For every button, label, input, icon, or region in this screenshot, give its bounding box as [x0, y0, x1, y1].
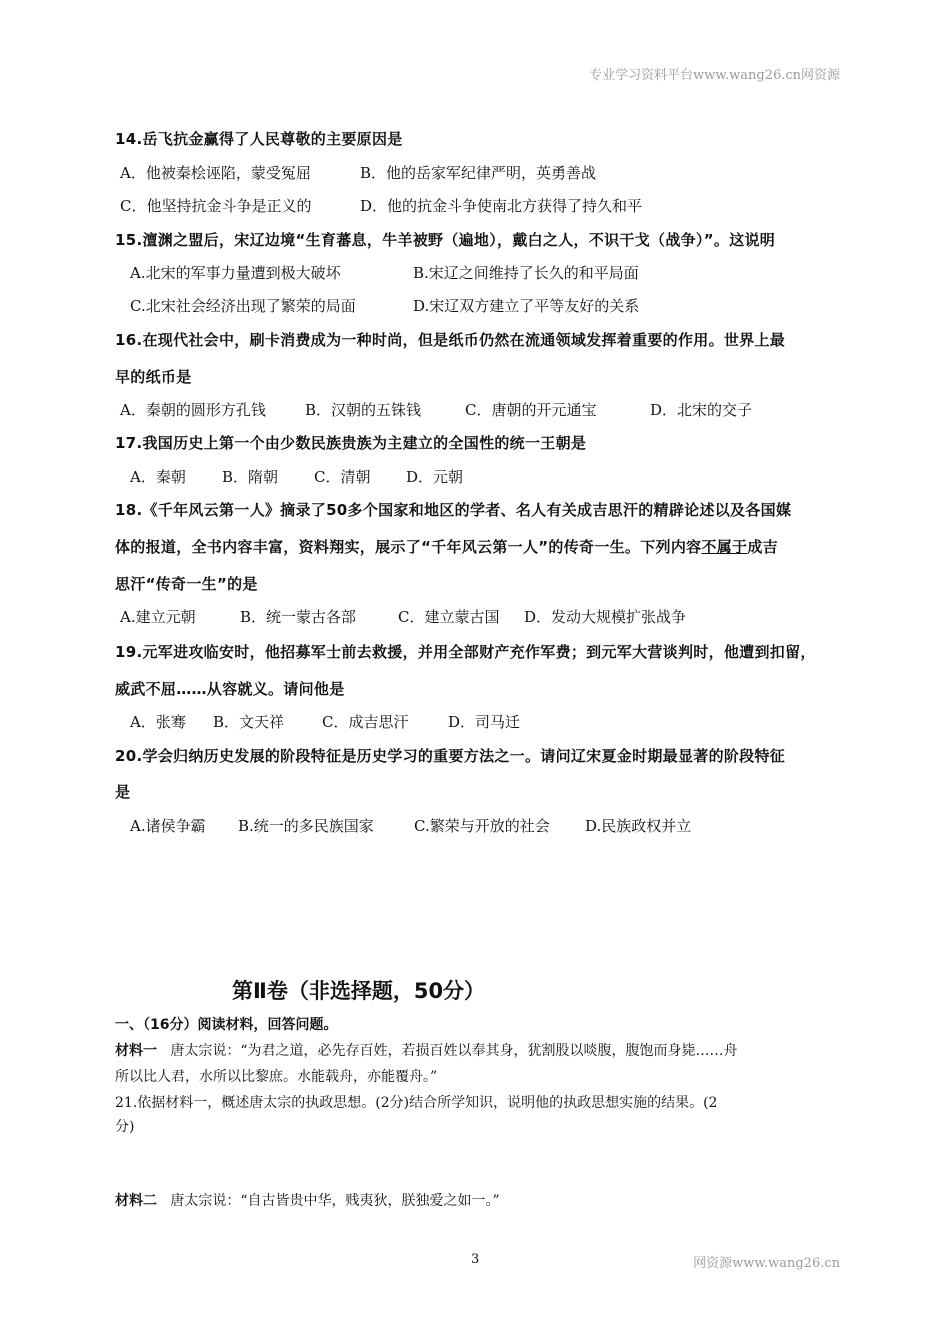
- q14-option-b: B．他的岳家军纪律严明，英勇善战: [360, 164, 597, 182]
- q20-option-b: B.统一的多民族国家: [238, 817, 374, 835]
- part-2-title: 第Ⅱ卷（非选择题，50分）: [232, 979, 486, 1003]
- q15-option-b: B.宋辽之间维持了长久的和平局面: [413, 264, 639, 282]
- q18-underlined-keyword: 不属于: [701, 538, 748, 556]
- page-header-watermark: 专业学习资料平台www.wang26.cn网资源: [589, 68, 840, 83]
- q19-option-d: D．司马迁: [448, 713, 521, 731]
- q17-option-c: C．清朝: [314, 468, 371, 486]
- q16-option-c: C．唐朝的开元通宝: [465, 401, 597, 419]
- q16-option-b: B．汉朝的五铢钱: [305, 401, 422, 419]
- q19-option-c: C．成吉思汗: [322, 713, 409, 731]
- q14-option-d: D．他的抗金斗争使南北方获得了持久和平: [360, 197, 643, 215]
- q15-option-d: D.宋辽双方建立了平等友好的关系: [413, 297, 640, 315]
- q20-option-d: D.民族政权并立: [585, 817, 692, 835]
- q15-option-c: C.北宋社会经济出现了繁荣的局面: [130, 297, 356, 315]
- material-1-line2: 所以比人君，水所以比黎庶。水能载舟，亦能覆舟。”: [115, 1069, 438, 1085]
- q18-option-c: C．建立蒙古国: [398, 608, 500, 626]
- question-18-stem-line2: [115, 536, 778, 557]
- question-18-stem-line1: 18.《千年风云第一人》摘录了50多个国家和地区的学者、名人有关成吉思汗的精辟论述以及各国媒: [115, 501, 792, 519]
- material-1-label: 材料一: [115, 1043, 157, 1059]
- q18-option-b: B．统一蒙古各部: [240, 608, 357, 626]
- material-2-text: 唐太宗说：“自古皆贵中华，贱夷狄，朕独爱之如一。”: [170, 1193, 500, 1209]
- question-15-stem: 15.澶渊之盟后，宋辽边境“生育蕃息，牛羊被野（遍地），戴白之人，不识干戈（战争）”。这说明: [115, 231, 776, 249]
- question-18-stem-line3: 思汗“传奇一生”的是: [115, 575, 258, 593]
- question-19-stem-line2: 威武不屈……从容就义。请问他是: [115, 680, 345, 698]
- footer-source-watermark: 网资源www.wang26.cn: [693, 1256, 840, 1271]
- question-21-line2: 分): [115, 1119, 135, 1135]
- q14-option-c: C．他坚持抗金斗争是正义的: [120, 197, 312, 215]
- q18-stem-post: 成吉: [747, 538, 778, 556]
- section-1-heading: 一、（16分）阅读材料，回答问题。: [115, 1017, 338, 1033]
- material-2-line: [115, 1190, 500, 1210]
- q16-option-a: A．秦朝的圆形方孔钱: [120, 401, 266, 419]
- question-20-stem-line2: 是: [115, 783, 131, 801]
- material-1-text: 唐太宗说：“为君之道，必先存百姓，若损百姓以奉其身，犹割股以啖腹，腹饱而身毙……舟: [170, 1043, 738, 1059]
- question-21-line1: 21.依据材料一，概述唐太宗的执政思想。(2分)结合所学知识，说明他的执政思想实施的结果。(2: [115, 1095, 718, 1111]
- q17-option-d: D．元朝: [406, 468, 464, 486]
- q18-option-a: A.建立元朝: [120, 608, 196, 626]
- material-1-line1: [115, 1040, 738, 1060]
- q14-option-a: A．他被秦桧诬陷，蒙受冤屈: [120, 164, 311, 182]
- q16-option-d: D．北宋的交子: [650, 401, 753, 419]
- q15-option-a: A.北宋的军事力量遭到极大破坏: [130, 264, 341, 282]
- question-17-stem: 17.我国历史上第一个由少数民族贵族为主建立的全国性的统一王朝是: [115, 434, 587, 452]
- q18-stem-pre: 体的报道，全书内容丰富，资料翔实，展示了“千年风云第一人”的传奇一生。下列内容: [115, 538, 702, 556]
- q18-option-d: D．发动大规模扩张战争: [524, 608, 687, 626]
- material-2-label: 材料二: [115, 1193, 157, 1209]
- question-19-stem-line1: 19.元军进攻临安时，他招募军士前去救援，并用全部财产充作军费；到元军大营谈判时，他遭到扣留，: [115, 643, 816, 661]
- q20-option-c: C.繁荣与开放的社会: [414, 817, 550, 835]
- question-16-stem-line2: 早的纸币是: [115, 368, 192, 386]
- question-20-stem-line1: 20.学会归纳历史发展的阶段特征是历史学习的重要方法之一。请问辽宋夏金时期最显著的阶段特征: [115, 747, 786, 765]
- q19-option-b: B．文天祥: [213, 713, 285, 731]
- q17-option-b: B．隋朝: [222, 468, 279, 486]
- question-14-stem: 14.岳飞抗金赢得了人民尊敬的主要原因是: [115, 130, 403, 148]
- q20-option-a: A.诸侯争霸: [130, 817, 206, 835]
- q19-option-a: A．张骞: [130, 713, 186, 731]
- q17-option-a: A．秦朝: [130, 468, 186, 486]
- question-16-stem-line1: 16.在现代社会中，刷卡消费成为一种时尚，但是纸币仍然在流通领域发挥着重要的作用。世界上最: [115, 331, 786, 349]
- page-number: 3: [471, 1252, 480, 1267]
